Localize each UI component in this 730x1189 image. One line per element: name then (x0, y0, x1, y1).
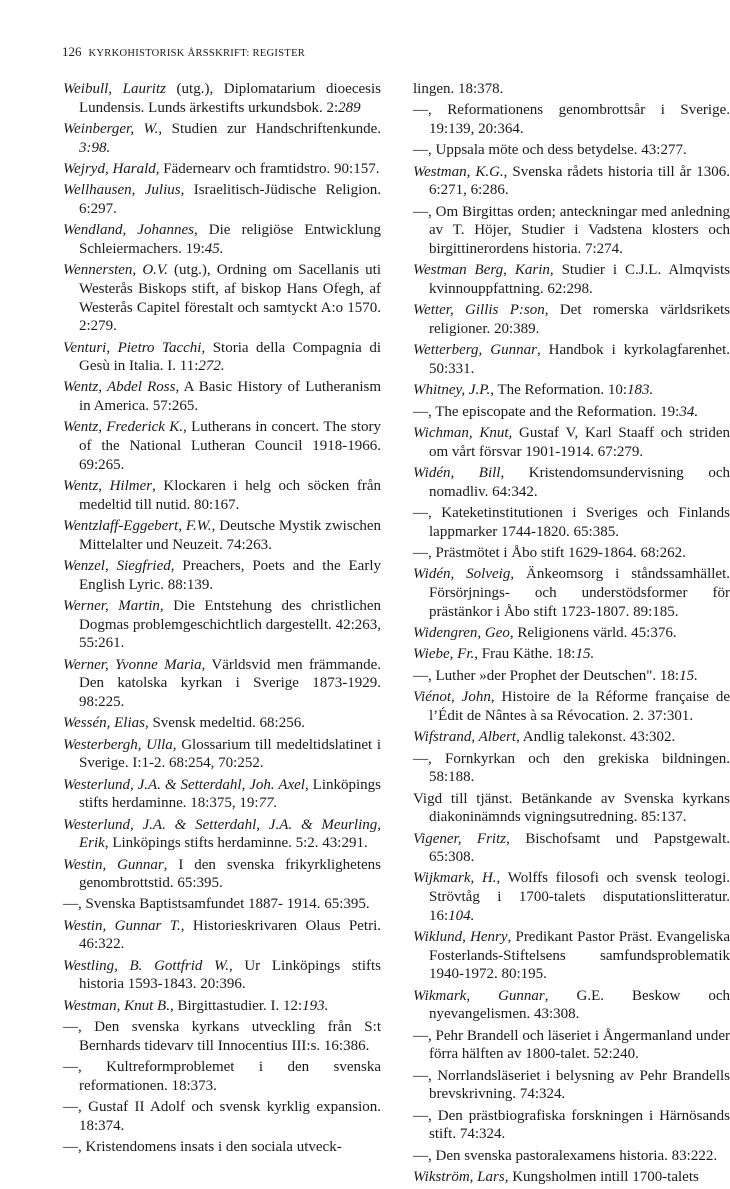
index-entry (63, 1018, 381, 1055)
index-entry (413, 1067, 730, 1104)
entry-text: , Världsvid men främmande. Den katolska kyrkan i Sverige 1873-1929. 98:225. (79, 656, 381, 710)
index-entry (63, 1098, 381, 1135)
entry-author: Westin, Gunnar T. (63, 917, 181, 934)
entry-author: Werner, Martin (63, 598, 160, 614)
index-entry (63, 856, 381, 893)
entry-text: , Glossarium till medeltidslatinet i Sverige. I:1-2. 68:254, 70:252. (79, 736, 381, 772)
entry-text: —, Reformationens genombrottsår i Sverige. 19:139, 20:364. (413, 102, 730, 137)
entry-text: , I den svenska frikyrklighetens genombrottstid. 65:395. (79, 856, 382, 892)
index-entry (63, 378, 381, 415)
entry-author: Viénot, John (413, 689, 491, 706)
entry-text: , Die religiöse Entwicklung Schleiermachers. 19: (79, 222, 381, 257)
index-entry (413, 141, 730, 160)
entry-text: , A Basic History of Lutheranism in America. 57:265. (79, 379, 382, 415)
index-entry (63, 895, 381, 914)
index-entry (413, 1107, 730, 1144)
index-entry (63, 776, 381, 813)
index-entry (63, 597, 381, 653)
entry-text: —, Kateketinstitutionen i Sveriges och Finlands lappmarker 1744-1820. 65:385. (413, 505, 730, 540)
index-column-left (63, 80, 381, 1160)
index-entry (413, 790, 730, 827)
entry-text: (utg.), Diplomatarium dioecesis Lundensis. Lunds ärkestifts urkundsbok. 2: (79, 81, 381, 116)
entry-author: Vigener, Fritz (413, 830, 507, 847)
entry-author: Venturi, Pietro Tacchi (63, 339, 202, 356)
index-entry (63, 714, 381, 733)
index-entry (413, 645, 730, 664)
entry-author: Westerbergh, Ulla (63, 736, 173, 753)
page-number: 126 (62, 44, 82, 59)
entry-author: Weibull, Lauritz (63, 81, 166, 97)
index-entry (413, 688, 730, 725)
entry-italic-reference: 34. (679, 403, 699, 420)
entry-author: Wiklund, Henry (413, 929, 508, 946)
entry-text: , Studien zur Handschriftenkunde. (158, 120, 381, 137)
entry-text: —, Den svenska kyrkans utveckling från S:t Bernhards tidevarv till Innocentius III:s. 16:386. (63, 1019, 381, 1054)
index-entry (63, 557, 381, 594)
entry-author: Westman, Knut B. (63, 997, 170, 1014)
entry-text: lingen. 18:378. (413, 81, 504, 97)
index-entry (63, 917, 381, 954)
entry-italic-reference: 193. (302, 997, 329, 1014)
entry-italic-reference: 104. (448, 907, 475, 924)
entry-text: —, Pehr Brandell och läseriet i Ångermanland under förra hälften av 1800-talet. 52:240. (413, 1027, 730, 1063)
entry-text: , Linköpings stifts herdaminne. 5:2. 43:291. (104, 835, 368, 852)
index-entry (413, 464, 730, 501)
entry-text: , Klockaren i helg och söcken från medeltid till nutid. 80:167. (79, 478, 382, 513)
index-entry (413, 728, 730, 747)
entry-author: Wetterberg, Gunnar (413, 342, 537, 359)
index-entry (413, 987, 730, 1024)
entry-italic-reference: 15. (575, 646, 595, 663)
entry-text: , Frau Käthe. 18: (474, 646, 576, 663)
index-entry (63, 957, 381, 994)
entry-text: , G.E. Beskow och nyevangelismen. 43:308. (429, 987, 730, 1023)
entry-italic-reference: 3:98. (79, 139, 111, 156)
running-title: KYRKOHISTORISK ÅRSSKRIFT: REGISTER (88, 48, 306, 59)
entry-text: , Histoire de la Réforme française de l’Édit de Nântes à sa Révocation. 2. 37:301. (429, 689, 730, 724)
entry-text: , Historieskrivaren Olaus Petri. 46:322. (79, 917, 381, 953)
entry-text: , Andlig talekonst. 43:302. (516, 729, 676, 746)
entry-text: , Bischofsamt und Papstgewalt. 65:308. (429, 830, 730, 866)
entry-italic-reference: 45. (204, 240, 224, 257)
entry-author: Wichman, Knut (413, 425, 509, 442)
entry-text: —, The episcopate and the Reformation. 19: (413, 403, 680, 420)
entry-author: Westerlund, J.A. & Setterdahl, Joh. Axel (63, 776, 305, 793)
entry-text: —, Kristendomens insats i den sociala utveck- (63, 1139, 342, 1156)
index-entry (413, 750, 730, 787)
entry-author: Wifstrand, Albert (413, 729, 517, 746)
entry-text: , Änkeomsorg i ståndssamhället. Försörjnings- och understödsformer för prästänkor i Åbo stift 1723-1807. 89:185. (429, 566, 730, 620)
entry-author: Westin, Gunnar (63, 856, 164, 873)
entry-text: , Lutherans in concert. The story of the National Lutheran Council 1918-1966. 69:265. (79, 419, 381, 473)
entry-text: —, Den prästbiografiska forskningen i Härnösands stift. 74:324. (413, 1107, 730, 1143)
index-entry (413, 203, 730, 259)
index-entry (413, 301, 730, 338)
index-entry (63, 816, 381, 853)
entry-text: —, Prästmötet i Åbo stift 1629-1864. 68:262. (413, 545, 686, 562)
entry-text: , Israelitisch-Jüdische Religion. 6:297. (79, 182, 381, 217)
entry-author: Wellhausen, Julius (63, 182, 181, 199)
entry-italic-reference: 15. (679, 667, 698, 684)
index-entry (413, 1027, 730, 1064)
index-entry (413, 830, 730, 867)
entry-text: Vigd till tjänst. Betänkande av Svenska kyrkans diakoninämnds vigningsutredning. 85:137. (413, 790, 730, 826)
entry-author: Westman Berg, Karin (413, 262, 550, 279)
index-entry (413, 341, 730, 378)
entry-author: Westerlund, J.A. & Setterdahl, J.A. & Meurling, Erik (63, 816, 381, 852)
entry-author: Wentz, Frederick K. (63, 419, 184, 436)
index-entry (63, 1138, 381, 1157)
entry-author: Wentz, Abdel Ross (63, 379, 176, 396)
entry-text: , Religionens värld. 45:376. (509, 624, 677, 641)
entry-author: Wennersten, O.V. (63, 262, 168, 279)
entry-text: , Kristendomsundervisning och nomadliv. 64:342. (429, 465, 730, 500)
entry-text: —, Om Birgittas orden; anteckningar med anledning av T. Höjer, Studier i Vadstena klosters och birgittinerordens historia. 7:274. (413, 203, 730, 257)
entry-text: , Fädernearv och framtidstro. 90:157. (155, 160, 380, 177)
entry-text: , Det romerska världsrikets religioner. 20:389. (429, 302, 730, 337)
index-entry (63, 120, 381, 157)
index-entry (413, 1147, 730, 1166)
index-entry (63, 80, 381, 117)
entry-text: —, Luther »der Prophet der Deutschen". 18: (413, 667, 680, 684)
index-entry (63, 261, 381, 335)
index-entry (413, 565, 730, 621)
index-entry (413, 869, 730, 925)
entry-text: , Deutsche Mystik zwischen Mittelalter und Neuzeit. 74:263. (79, 518, 381, 553)
entry-author: Wendland, Johannes (63, 222, 194, 239)
entry-italic-reference: 289 (338, 99, 361, 116)
index-entry (63, 181, 381, 218)
index-entry (63, 418, 381, 474)
entry-author: Westman, K.G. (413, 163, 504, 180)
index-entry (413, 504, 730, 541)
index-entry (63, 736, 381, 773)
entry-text: , Preachers, Poets and the Early English Lyric. 88:139. (79, 558, 382, 593)
entry-author: Wejryd, Harald (63, 160, 156, 177)
entry-text: , Linköpings stifts herdaminne. 18:375, 19: (79, 776, 382, 812)
entry-text: , Wolffs filosofi och svensk teologi. Strövtåg i 1700-talets disputationslitteratur. 16: (429, 870, 730, 924)
entry-text: , Predikant Pastor Präst. Evangeliska Fosterlands-Stiftelsens samfundsproblematik 1940-1972. 80:195. (429, 929, 730, 983)
entry-italic-reference: 183. (627, 382, 654, 399)
index-entry (413, 101, 730, 138)
entry-text: —, Norrlandsläseriet i belysning av Pehr Brandells brevskrivning. 74:324. (413, 1067, 730, 1103)
entry-author: Werner, Yvonne Maria (63, 656, 202, 673)
index-entry (413, 261, 730, 298)
entry-text: —, Den svenska pastoralexamens historia. 83:222. (413, 1147, 718, 1164)
index-entry (63, 656, 381, 712)
entry-italic-reference: 77. (258, 795, 278, 812)
entry-author: Wetter, Gillis P:son (413, 302, 545, 319)
entry-text: , Birgittastudier. I. 12: (169, 997, 303, 1014)
index-entry (413, 1168, 730, 1187)
entry-text: , Storia della Compagnia di Gesù in Italia. I. 11: (79, 339, 382, 375)
index-column-right (413, 80, 730, 1189)
index-entry (413, 667, 730, 686)
entry-author: Weinberger, W. (63, 120, 159, 137)
index-entry (413, 544, 730, 563)
index-entry (413, 80, 730, 99)
entry-author: Whitney, J.P. (413, 382, 491, 399)
index-entry (63, 1058, 381, 1095)
index-entry (413, 381, 730, 400)
entry-author: Wiebe, Fr. (413, 646, 475, 663)
entry-author: Wentzlaff-Eggebert, F.W. (63, 518, 212, 535)
entry-author: Wikström, Lars (413, 1168, 505, 1185)
index-entry (413, 424, 730, 461)
entry-author: Widengren, Geo (413, 624, 510, 641)
entry-author: Wessén, Elias (63, 715, 145, 732)
entry-text: (utg.), Ordning om Sacellanis uti Westerås Biskops stift, af biskop Hans Ofegh, af Westerås Capitel förestalt och samtyckt A:o 1570. 2:279. (79, 262, 382, 335)
entry-text: , Svensk medeltid. 68:256. (144, 715, 305, 732)
entry-text: , Gustaf V, Karl Staaff och striden om vårt försvar 1901-1914. 67:279. (429, 425, 730, 460)
entry-text: —, Fornkyrkan och den grekiska bildningen. 58:188. (413, 750, 730, 786)
entry-text: —, Gustaf II Adolf och svensk kyrklig expansion. 18:374. (63, 1099, 381, 1134)
index-entry (413, 928, 730, 984)
entry-italic-reference: 272. (198, 358, 225, 375)
entry-text: —, Svenska Baptistsamfundet 1887- 1914. 65:395. (63, 896, 370, 913)
entry-text: , Studier i C.J.L. Almqvists kvinnouppfattning. 62:298. (429, 262, 730, 297)
index-entry (413, 403, 730, 422)
entry-text: —, Kultreformproblemet i den svenska reformationen. 18:373. (63, 1059, 381, 1094)
entry-text: —, Uppsala möte och dess betydelse. 43:277. (413, 142, 687, 159)
index-entry (413, 163, 730, 200)
running-header (62, 44, 305, 60)
entry-author: Wijkmark, H. (413, 870, 497, 887)
entry-author: Westling, B. Gottfrid W. (63, 957, 229, 974)
entry-text: , The Reformation. 10: (490, 382, 627, 399)
entry-author: Wentz, Hilmer (63, 478, 153, 495)
entry-text: , Ur Linköpings stifts historia 1593-1843. 20:396. (79, 957, 381, 993)
entry-author: Widén, Bill (413, 465, 501, 482)
index-entry (63, 339, 381, 376)
entry-author: Wenzel, Siegfried (63, 558, 171, 575)
index-entry (413, 624, 730, 643)
index-entry (63, 997, 381, 1016)
index-entry (63, 160, 381, 179)
entry-text: , Svenska rådets historia till år 1306. 6:271, 6:286. (429, 163, 730, 199)
index-entry (63, 477, 381, 514)
entry-text: , Kungsholmen intill 1700-talets (504, 1168, 699, 1185)
entry-text: , Die Entstehung des christlichen Dogmas problemgeschichtlich dargestellt. 42:263, 55:261. (79, 598, 381, 652)
entry-text: , Handbok i kyrkolagfarenhet. 50:331. (429, 342, 730, 377)
entry-author: Wikmark, Gunnar (413, 987, 545, 1004)
entry-author: Widén, Solveig (413, 566, 511, 583)
index-entry (63, 221, 381, 258)
index-entry (63, 517, 381, 554)
